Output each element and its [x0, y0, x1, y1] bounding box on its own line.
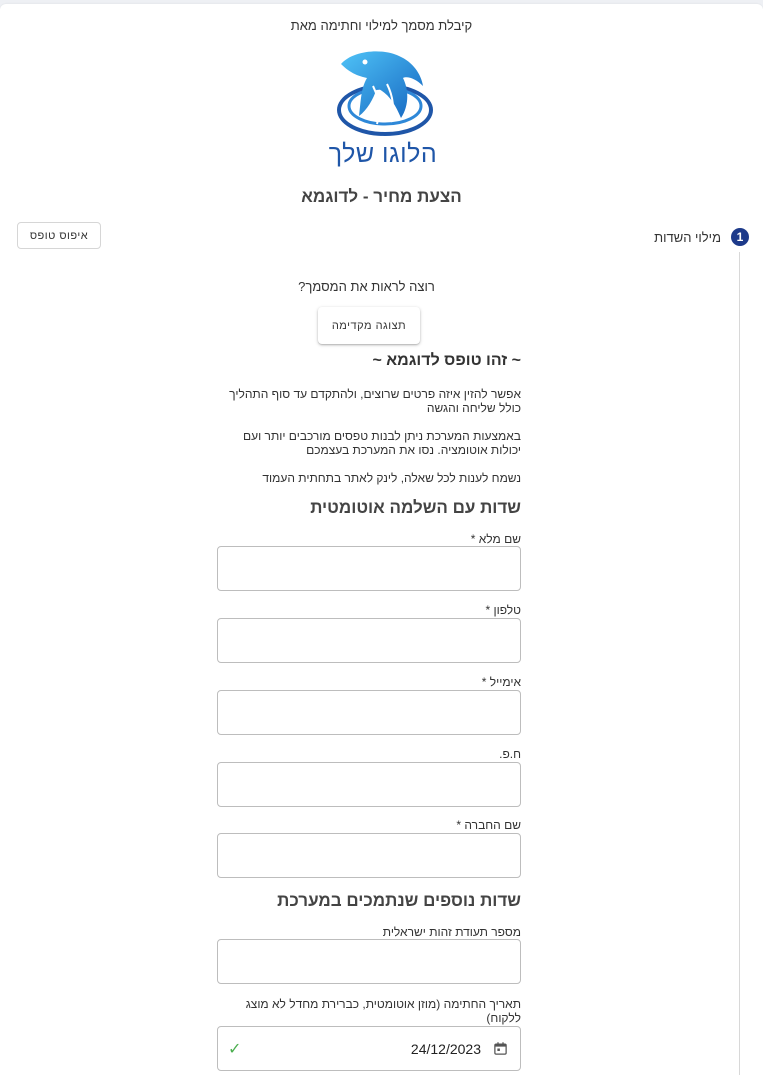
form-heading: ~ זהו טופס לדוגמא ~ [372, 352, 521, 369]
check-icon: ✓ [228, 1040, 242, 1058]
signature-date-label: תאריך החתימה (מוזן אוטומטית, כברירת מחדל לא מוצג ללקוח) [245, 997, 521, 1025]
id-number-label: מספר תעודת זהות ישראלית [382, 925, 521, 939]
full-name-input[interactable] [217, 546, 521, 591]
preview-question: רוצה לראות את המסמך? [298, 279, 435, 294]
id-number-input[interactable] [217, 939, 521, 984]
signature-date-input[interactable] [217, 1026, 521, 1071]
email-input[interactable] [217, 690, 521, 735]
step-label: מילוי השדות [654, 230, 721, 245]
phone-label: טלפון * [485, 603, 521, 617]
info-paragraph: אפשר להזין איזה פרטים שרוצים, ולהתקדם עד סוף התהליך כולל שליחה והגשה [229, 387, 521, 415]
company-name-input[interactable] [217, 833, 521, 878]
sender-label: קיבלת מסמך למילוי וחתימה מאת [290, 18, 473, 33]
info-paragraph: באמצעות המערכת ניתן לבנות טפסים מורכבים יותר ועם יכולות אוטומציה. נסו את המערכת בעצמכם [242, 429, 521, 457]
preview-button[interactable]: תצוגה מקדימה [318, 307, 420, 344]
section-title-additional: שדות נוספים שנתמכים במערכת [277, 891, 521, 910]
step-number-badge: 1 [731, 228, 749, 246]
info-paragraph: נשמח לענות לכל שאלה, לינק לאתר בתחתית העמוד [262, 471, 521, 485]
company-number-input[interactable] [217, 762, 521, 807]
full-name-label: שם מלא * [470, 532, 521, 546]
calendar-icon[interactable] [493, 1041, 508, 1056]
reset-form-button[interactable]: איפוס טופס [17, 222, 101, 249]
eagle-logo-icon [333, 48, 433, 140]
section-title-autofill: שדות עם השלמה אוטומטית [310, 498, 521, 517]
phone-input[interactable] [217, 618, 521, 663]
company-number-label: ח.פ. [499, 747, 521, 761]
signature-date-value: 24/12/2023 [410, 1040, 481, 1057]
document-title: הצעת מחיר - לדוגמא [301, 187, 462, 206]
company-name-label: שם החברה * [456, 818, 521, 832]
email-label: אימייל * [481, 675, 521, 689]
stepper-line [739, 252, 740, 1075]
logo-text: הלוגו שלך [328, 140, 438, 168]
